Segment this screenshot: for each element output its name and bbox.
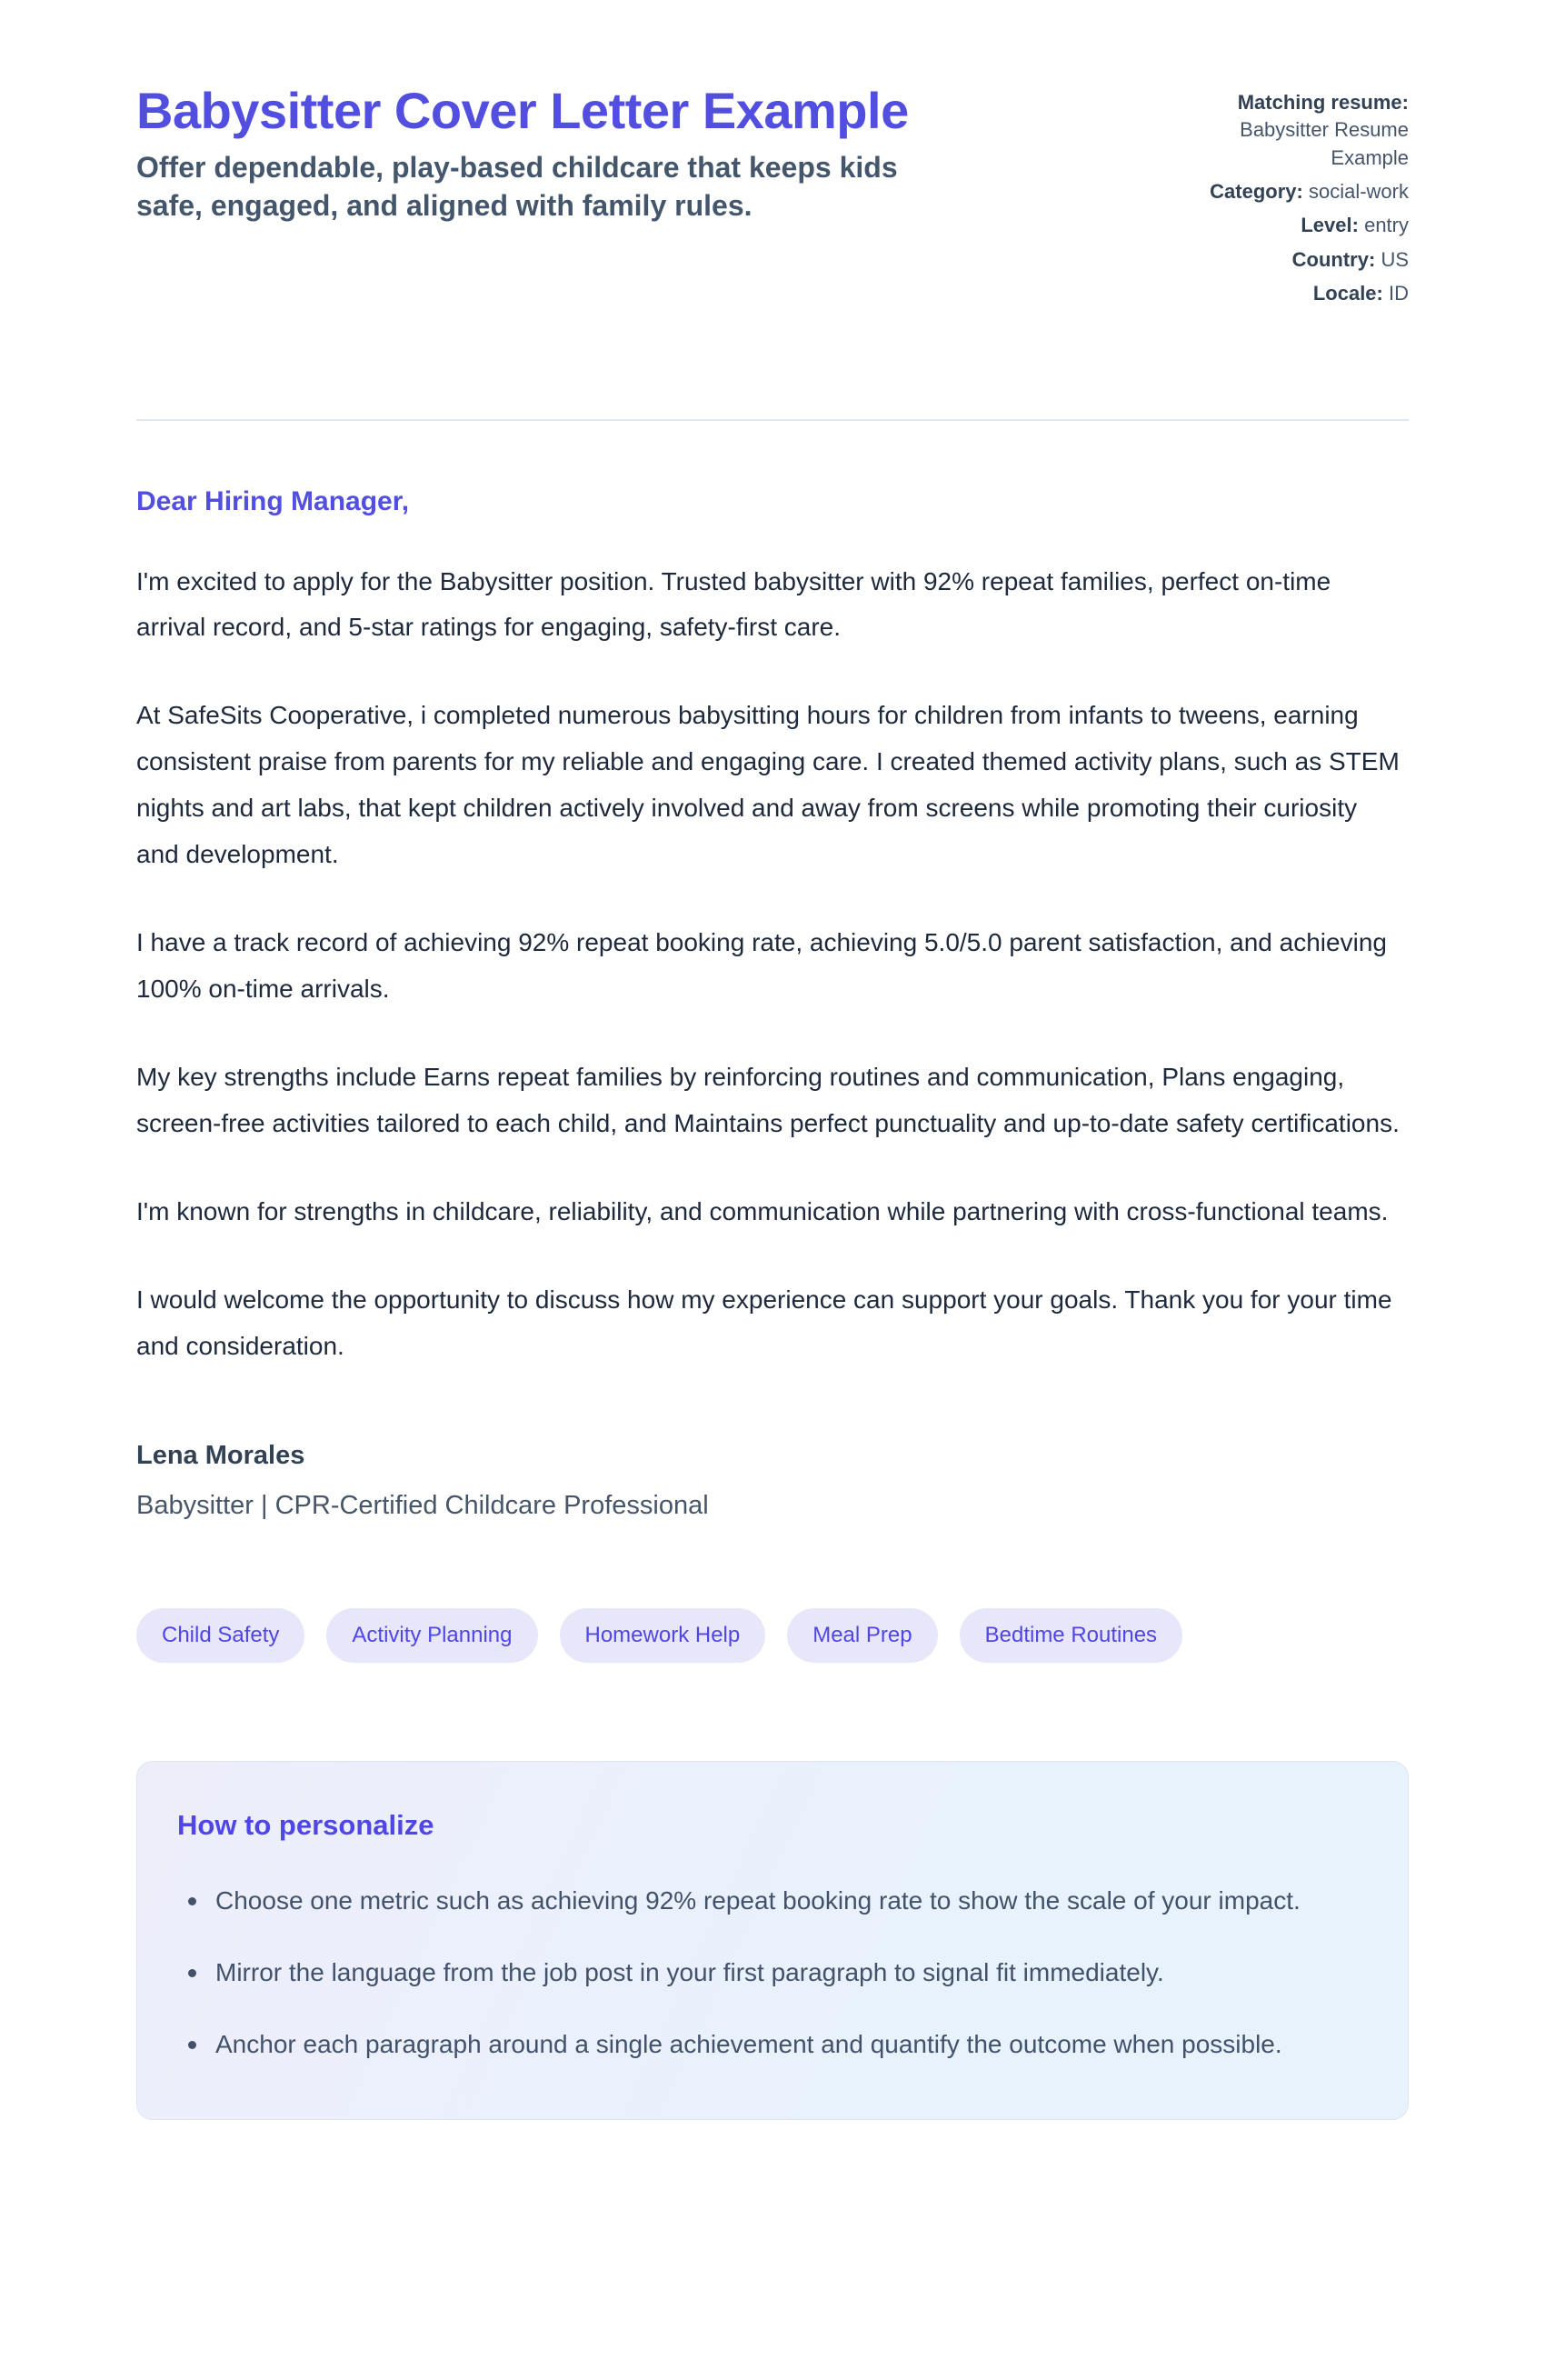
meta-label: Locale: xyxy=(1312,282,1383,305)
letter-body xyxy=(136,486,1409,1521)
document-meta xyxy=(1180,89,1409,315)
meta-label: Level: xyxy=(1301,214,1359,237)
letter-paragraph: At SafeSits Cooperative, i completed numerous babysitting hours for children from infants to tweens, earning consistent praise from parents for my reliable and engaging care. I created themed activity plans, such as STEM nights and art labs, that kept children actively involved and away from screens while promoting their curiosity and development. xyxy=(136,701,1400,869)
skill-tag-list xyxy=(136,1608,1409,1663)
page-title: Babysitter Cover Letter Example xyxy=(136,82,909,139)
signature-role: Babysitter | CPR-Certified Childcare Professional xyxy=(136,1490,709,1520)
meta-value: social-work xyxy=(1308,180,1409,204)
letter-paragraph: My key strengths include Earns repeat families by reinforcing routines and communication, Plans engaging, screen-free activities tailored to each child, and Maintains perfect punctuality and up-to-date safety certifications. xyxy=(136,1063,1400,1138)
header-divider xyxy=(136,419,1409,421)
cover-letter-page xyxy=(136,0,1409,2120)
letter-salutation: Dear Hiring Manager, xyxy=(136,485,410,516)
signature-name: Lena Morales xyxy=(136,1440,305,1470)
meta-value: US xyxy=(1381,247,1409,271)
meta-value: entry xyxy=(1364,214,1409,237)
letter-paragraph: I'm excited to apply for the Babysitter position. Trusted babysitter with 92% repeat families, perfect on-time arrival record, and 5-star ratings for engaging, safety-first care. xyxy=(136,566,1331,642)
skill-tag[interactable]: Child Safety xyxy=(136,1608,304,1663)
tips-title: How to personalize xyxy=(177,1808,434,1841)
skill-tag[interactable]: Homework Help xyxy=(560,1608,766,1663)
meta-level xyxy=(1180,212,1409,239)
page-subtitle: Offer dependable, play-based childcare that keeps kids safe, engaged, and aligned with family rules. xyxy=(136,151,898,222)
tip-item: Mirror the language from the job post in your first paragraph to signal fit immediately. xyxy=(177,1950,1304,1996)
meta-label: Country: xyxy=(1291,247,1376,271)
letter-paragraph: I have a track record of achieving 92% repeat booking rate, achieving 5.0/5.0 parent satisfaction, and achieving 100% on-time arrivals. xyxy=(136,928,1387,1004)
letter-signature xyxy=(136,1441,1409,1521)
letter-paragraph: I'm known for strengths in childcare, reliability, and communication while partnering with cross-functional teams. xyxy=(136,1197,1389,1226)
skill-tag[interactable]: Bedtime Routines xyxy=(960,1608,1182,1663)
meta-matching-resume xyxy=(1180,89,1409,172)
personalize-tips-box xyxy=(136,1761,1409,2120)
meta-value: Babysitter Resume Example xyxy=(1240,118,1409,169)
skill-tag[interactable]: Meal Prep xyxy=(787,1608,937,1663)
tip-item: Anchor each paragraph around a single achievement and quantify the outcome when possible. xyxy=(177,2022,1304,2068)
meta-category xyxy=(1180,178,1409,205)
meta-label: Matching resume: xyxy=(1237,91,1409,114)
meta-country xyxy=(1180,246,1409,274)
tips-list xyxy=(177,1878,1368,2068)
tip-item: Choose one metric such as achieving 92% repeat booking rate to show the scale of your impact. xyxy=(177,1878,1304,1925)
meta-locale xyxy=(1180,280,1409,307)
meta-value: ID xyxy=(1389,282,1409,305)
page-header xyxy=(136,82,1409,315)
skill-tag[interactable]: Activity Planning xyxy=(326,1608,537,1663)
meta-label: Category: xyxy=(1210,180,1303,204)
letter-paragraph: I would welcome the opportunity to discuss how my experience can support your goals. Thank you for your time and consideration. xyxy=(136,1285,1392,1360)
header-title-block xyxy=(136,82,1100,225)
